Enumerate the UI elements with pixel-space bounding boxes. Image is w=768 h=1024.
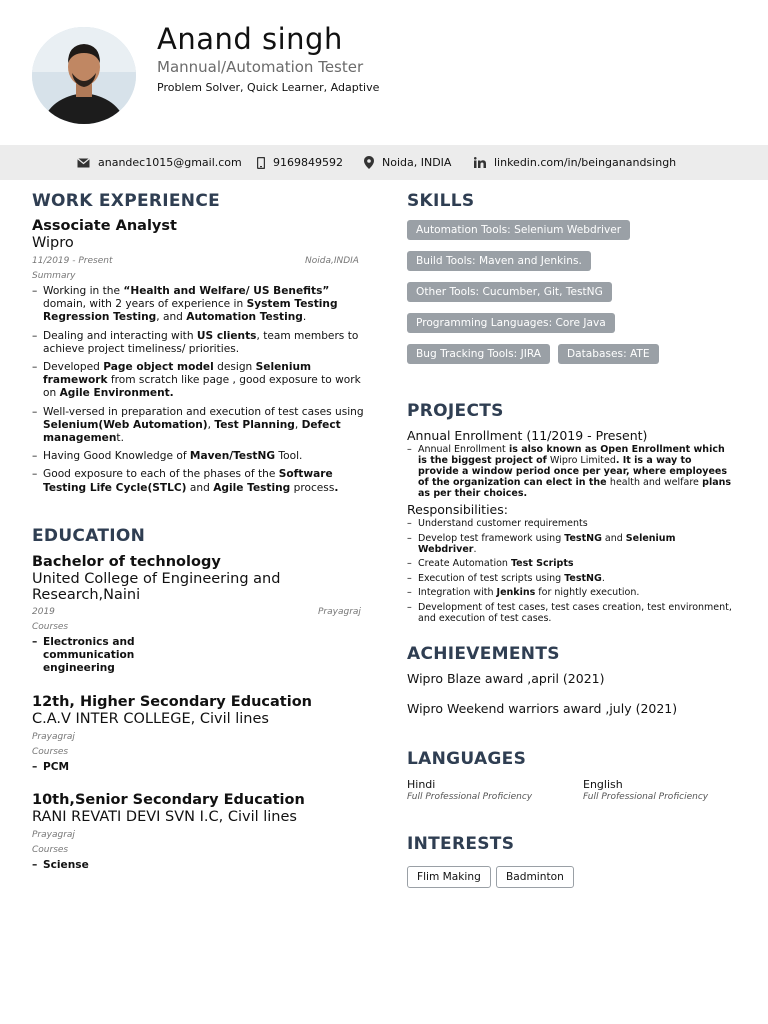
responsibility-item: – Understand customer requirements xyxy=(407,518,732,529)
phone-icon xyxy=(257,157,265,169)
language-level: Full Professional Proficiency xyxy=(583,792,709,802)
job-title: Associate Analyst xyxy=(32,218,177,234)
skill-pill: Bug Tracking Tools: JIRA xyxy=(407,344,550,364)
candidate-name: Anand singh xyxy=(157,22,343,56)
email-text: anandec1015@gmail.com xyxy=(98,156,242,169)
contact-bar xyxy=(0,145,768,180)
course-item: – Sciense xyxy=(32,859,232,872)
contact-location xyxy=(364,145,451,180)
linkedin-text: linkedin.com/in/beinganandsingh xyxy=(494,156,677,169)
education-place: Prayagraj xyxy=(318,607,361,617)
contact-linkedin[interactable] xyxy=(474,145,676,180)
education-school: RANI REVATI DEVI SVN I.C, Civil lines xyxy=(32,809,297,825)
education-degree: 12th, Higher Secondary Education xyxy=(32,694,312,710)
education-place: Prayagraj xyxy=(32,830,75,840)
course-list xyxy=(32,859,232,877)
responsibilities-list xyxy=(407,518,732,627)
candidate-role: Mannual/Automation Tester xyxy=(157,58,364,76)
project-description: – Annual Enrollment is also known as Open Enrollment which is the biggest project of Wipro Limited. It is a way to provide a window period once per year, where employees of the organization can elect in the health and welfare plans as per their choices. xyxy=(407,444,732,499)
projects-heading: PROJECTS xyxy=(407,401,504,421)
education-heading: EDUCATION xyxy=(32,526,146,546)
achievement-item: Wipro Weekend warriors award ,july (2021) xyxy=(407,701,678,716)
interests-heading: INTERESTS xyxy=(407,834,515,854)
responsibility-item: – Development of test cases, test cases creation, test environment, and execution of test cases. xyxy=(407,602,732,624)
skill-pill: Programming Languages: Core Java xyxy=(407,313,615,333)
course-list xyxy=(32,636,142,681)
work-bullet: – Good exposure to each of the phases of the Software Testing Life Cycle(STLC) and Agile Testing process. xyxy=(32,468,367,494)
project-description-list xyxy=(407,444,732,503)
responsibility-item: – Develop test framework using TestNG and Selenium Webdriver. xyxy=(407,533,732,555)
education-school: United College of Engineering and Research,Naini xyxy=(32,571,281,603)
achievements-heading: ACHIEVEMENTS xyxy=(407,644,560,664)
work-bullet: – Well-versed in preparation and execution of test cases using Selenium(Web Automation), Test Planning, Defect management. xyxy=(32,406,367,446)
skill-pill: Build Tools: Maven and Jenkins. xyxy=(407,251,591,271)
course-item: – Electronics and communication engineering xyxy=(32,636,142,676)
skills-heading: SKILLS xyxy=(407,191,475,211)
skill-pill: Automation Tools: Selenium Webdriver xyxy=(407,220,630,240)
work-bullet: – Dealing and interacting with US clients, team members to achieve project timeliness/ priorities. xyxy=(32,330,367,356)
company-name: Wipro xyxy=(32,235,74,251)
interest-tag: Badminton xyxy=(496,866,574,888)
courses-label: Courses xyxy=(32,622,69,632)
language-level: Full Professional Proficiency xyxy=(407,792,533,802)
work-bullet-list xyxy=(32,285,367,500)
candidate-tagline: Problem Solver, Quick Learner, Adaptive xyxy=(157,81,380,94)
responsibility-item: – Integration with Jenkins for nightly execution. xyxy=(407,587,732,598)
location-text: Noida, INDIA xyxy=(382,156,452,169)
skill-pill: Databases: ATE xyxy=(558,344,659,364)
summary-label: Summary xyxy=(32,271,76,281)
language-name: English xyxy=(583,778,623,791)
responsibilities-label: Responsibilities: xyxy=(407,502,508,517)
work-bullet: – Developed Page object model design Selenium framework from scratch like page , good exposure to work on Agile Environment. xyxy=(32,361,367,401)
education-year: 2019 xyxy=(32,607,55,617)
education-school: C.A.V INTER COLLEGE, Civil lines xyxy=(32,711,269,727)
course-item: – PCM xyxy=(32,761,232,774)
location-pin-icon xyxy=(364,156,374,169)
work-bullet: – Having Good Knowledge of Maven/TestNG Tool. xyxy=(32,450,367,463)
responsibility-item: – Execution of test scripts using TestNG. xyxy=(407,573,732,584)
language-name: Hindi xyxy=(407,778,436,791)
work-bullet: – Working in the “Health and Welfare/ US Benefits” domain, with 2 years of experience in System Testing Regression Testing, and Automation Testing. xyxy=(32,285,367,325)
envelope-icon xyxy=(77,158,90,168)
skill-pill: Other Tools: Cucumber, Git, TestNG xyxy=(407,282,612,302)
phone-text: 9169849592 xyxy=(273,156,343,169)
responsibility-item: – Create Automation Test Scripts xyxy=(407,558,732,569)
resume-header xyxy=(0,0,768,145)
courses-label: Courses xyxy=(32,845,69,855)
education-degree: Bachelor of technology xyxy=(32,554,221,570)
linkedin-icon xyxy=(474,157,486,168)
project-title: Annual Enrollment (11/2019 - Present) xyxy=(407,428,648,443)
education-degree: 10th,Senior Secondary Education xyxy=(32,792,305,808)
course-list xyxy=(32,761,232,779)
languages-heading: LANGUAGES xyxy=(407,749,527,769)
achievement-item: Wipro Blaze award ,april (2021) xyxy=(407,671,605,686)
courses-label: Courses xyxy=(32,747,69,757)
contact-phone[interactable] xyxy=(257,145,343,180)
profile-photo xyxy=(32,27,136,124)
contact-email[interactable] xyxy=(77,145,242,180)
job-dates: 11/2019 - Present xyxy=(32,256,113,266)
job-location: Noida,INDIA xyxy=(305,256,359,266)
education-place: Prayagraj xyxy=(32,732,75,742)
interest-tag: Flim Making xyxy=(407,866,491,888)
work-experience-heading: WORK EXPERIENCE xyxy=(32,191,221,211)
